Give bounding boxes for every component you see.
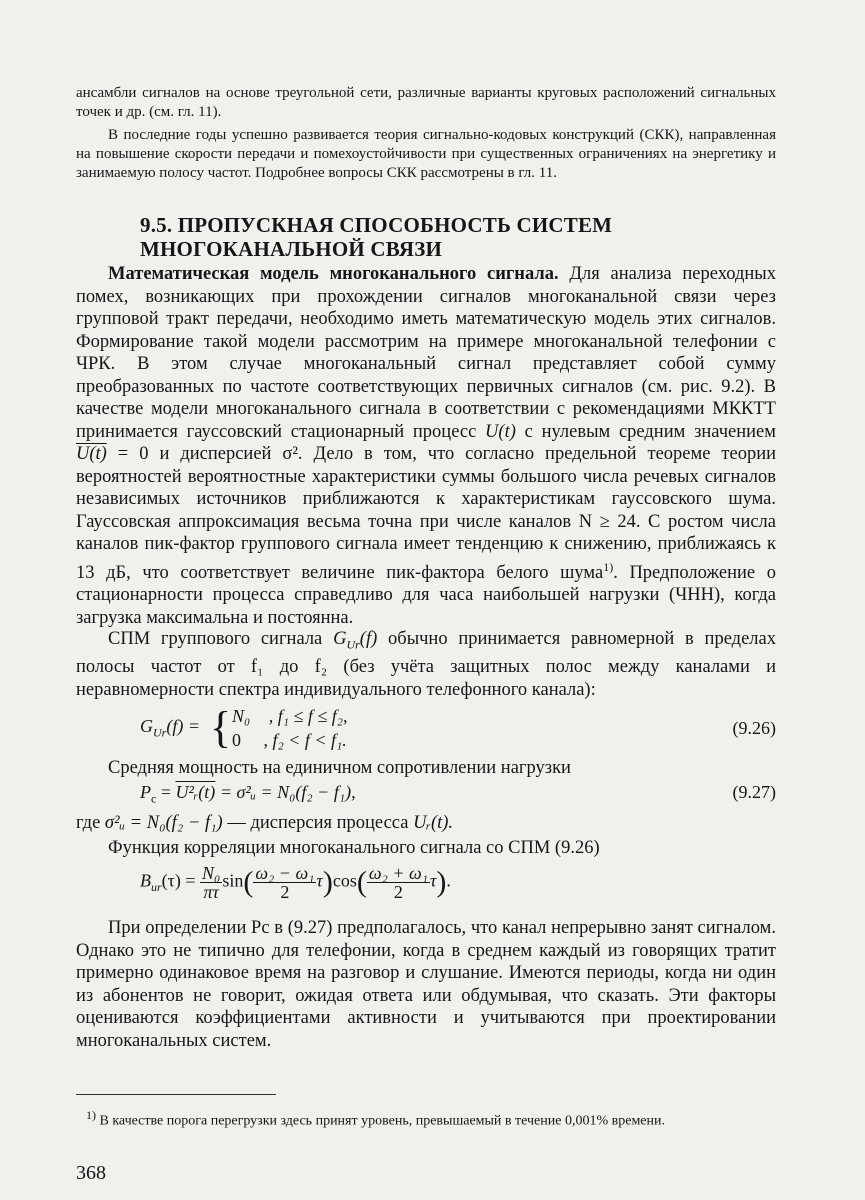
- top-text-block: [76, 84, 776, 183]
- paragraph-2: [76, 628, 776, 701]
- para1-text-d: . Предположение о стационарности процесса справедливо для часа наибольшей нагрузки (ЧНН), когда загрузка максимальна и постоянна.: [76, 562, 776, 628]
- eq26-case1-val: N₀: [232, 706, 251, 726]
- corr-sin: sin: [222, 870, 244, 891]
- eq27-lhs-sub: c: [151, 791, 157, 806]
- eq26-brace: {: [210, 703, 232, 752]
- equation-9-26: [76, 703, 776, 758]
- corr-frac1-num: N₀: [202, 863, 221, 883]
- section-title-line1: [140, 213, 760, 237]
- corr-frac3-den: 2: [393, 882, 403, 902]
- corr-frac1-den: πτ: [203, 882, 219, 902]
- eq27-mid: U²ᵣ(t): [175, 782, 216, 802]
- paragraph-1: [76, 263, 776, 629]
- eq27-rhs: = σ²ᵤ = N₀(f₂ − f₁),: [219, 782, 356, 802]
- footnote-text: В качестве порога перегрузки здесь принят уровень, превышаемый в течение 0,001% времени.: [96, 1113, 666, 1129]
- corr-line: [76, 837, 776, 860]
- para1-text-b: с нулевым средним значением: [515, 421, 776, 442]
- where-prefix: где: [76, 813, 105, 833]
- corr-lhs-arg: (τ) =: [161, 870, 196, 891]
- corr-frac1: [200, 864, 222, 901]
- corr-frac2-num: ω₂ − ω₁: [255, 863, 315, 883]
- power-line-text: Средняя мощность на единичном сопротивлении нагрузки: [108, 758, 571, 778]
- corr-frac2: [253, 864, 316, 901]
- eq27-lhs: P: [140, 782, 151, 802]
- eq26-number: (9.26): [732, 718, 776, 738]
- page-number: 368: [76, 1162, 106, 1184]
- footnote: [76, 1106, 776, 1131]
- corr-lhs: B: [140, 870, 151, 891]
- equation-correlation: $B_{ur}(\tau)$ = $\frac{\text{N₀}}{\pi\tau}$ sin( $\frac{\text{ω₂ − ω₁}}{2}$ τ)cos( $\frac{\text{ω₂ + ω₁}}{2}$ τ).: [140, 863, 451, 902]
- eq26-case1-cond: , f₁ ≤ f ≤ f₂,: [268, 706, 348, 726]
- mean-eq: = 0: [106, 444, 149, 464]
- where-proc: Uᵣ(t).: [413, 813, 454, 833]
- var-u: U(t): [485, 421, 516, 442]
- where-line: [76, 812, 776, 835]
- gu-symbol: G: [333, 629, 347, 649]
- eq26-lhs-sub: Ur: [153, 725, 167, 740]
- corr-line-text: Функция корреляции многоканального сигнала со СПМ (9.26): [108, 838, 600, 858]
- footnote-divider: [76, 1094, 276, 1095]
- section-title-text1: ПРОПУСКНАЯ СПОСОБНОСТЬ СИСТЕМ: [177, 213, 613, 237]
- para2-text-b: обычно принимается равномерной в пределах полосы частот от f₁ до f₂ (без учёта защитных полос между каналами и неравномерности спектра индивидуального телефонного канала):: [76, 629, 776, 700]
- para2-text-a: СПМ группового сигнала: [108, 629, 334, 649]
- eq26-case2-val: 0: [232, 730, 241, 750]
- section-heading: [140, 213, 760, 261]
- corr-frac3-num: ω₂ + ω₁: [368, 863, 428, 883]
- power-line: [76, 757, 776, 780]
- top-fragment: ансамбли сигналов на основе треугольной сети, различные варианты круговых расположений сигнальных точек и др. (см. гл. 11).: [76, 85, 776, 120]
- corr-frac3: [367, 864, 430, 901]
- corr-tau2: τ: [429, 870, 437, 891]
- section-title-line2: МНОГОКАНАЛЬНОЙ СВЯЗИ: [140, 237, 443, 261]
- corr-end: .: [446, 870, 451, 891]
- corr-cos: cos: [332, 870, 357, 891]
- footnote-mark: 1): [86, 1108, 96, 1122]
- gu-sub: Ur: [346, 637, 360, 652]
- eq26-lhs: G: [140, 716, 153, 736]
- eq27-number: (9.27): [732, 782, 776, 802]
- where-expr: σ²ᵤ = N₀(f₂ − f₁): [104, 813, 223, 833]
- where-text: — дисперсия процесса: [222, 813, 414, 833]
- footnote-ref: 1): [603, 559, 614, 574]
- para1-text-c: и дисперсией σ². Дело в том, что согласно предельной теореме теории вероятностей вероятностные характеристики суммы большого числа речевых сигналов независимых источников приближаются к характеристикам гауссовского шума. Гауссовская аппроксимация весьма точна при числе каналов N ≥ 24. С ростом числа каналов пик-фактор группового сигнала имеет тенденцию к снижению, приближаясь к 13 дБ, что соответствует величине пик-фактора белого шума: [76, 444, 776, 583]
- corr-lhs-sub: ur: [151, 880, 162, 895]
- paragraph-3: [76, 917, 776, 1052]
- para3-text: При определении Pc в (9.27) предполагалось, что канал непрерывно занят сигналом. Однако это не типично для телефонии, когда в среднем каждый из говорящих тратит примерно одинаковое время на разговор и слушание. Имеются периоды, когда ни один из абонентов не говорит, ожидая ответа или обдумывая, что сказать. Эти факторы оцениваются коэффициентами активности и учитываются при проектировании многоканальных систем.: [76, 918, 776, 1051]
- corr-tau1: τ: [316, 870, 323, 891]
- equation-9-27: $P_c$ = U²ᵣ(t) = σ²ᵤ = N₀(f₂ − f₁), (9.27): [140, 782, 776, 806]
- eq26-lhs-arg: (f) =: [166, 716, 200, 736]
- para1-text-a: Для анализа переходных помех, возникающих при прохождении сигналов многоканальной связи через групповой тракт передачи, необходимо иметь математическую модель этих сигналов. Формирование такой модели рассмотрим на примере многоканальной телефонии с ЧРК. В этом случае многоканальный сигнал представляет собой сумму преобразованных по частоте соответствующих первичных сигналов (см. рис. 9.2). В качестве модели многоканального сигнала в соответствии с рекомендациями МККТТ принимается гауссовский стационарный процесс: [76, 264, 776, 442]
- section-number: 9.5.: [140, 213, 173, 237]
- eq26-case2-cond: , f₂ < f < f₁.: [263, 730, 347, 750]
- corr-frac2-den: 2: [280, 882, 290, 902]
- gu-arg: (f): [359, 629, 378, 649]
- top-paragraph: В последние годы успешно развивается теория сигнально-кодовых конструкций (СКК), направленная на повышение скорости передачи и помехоустойчивости при существенных ограничениях на энергетику и занимаемую полосу частот. Подробнее вопросы СКК рассмотрены в гл. 11.: [76, 127, 776, 181]
- paragraph-lead: Математическая модель многоканального сигнала.: [108, 264, 559, 284]
- mean-expr: U(t): [76, 444, 107, 464]
